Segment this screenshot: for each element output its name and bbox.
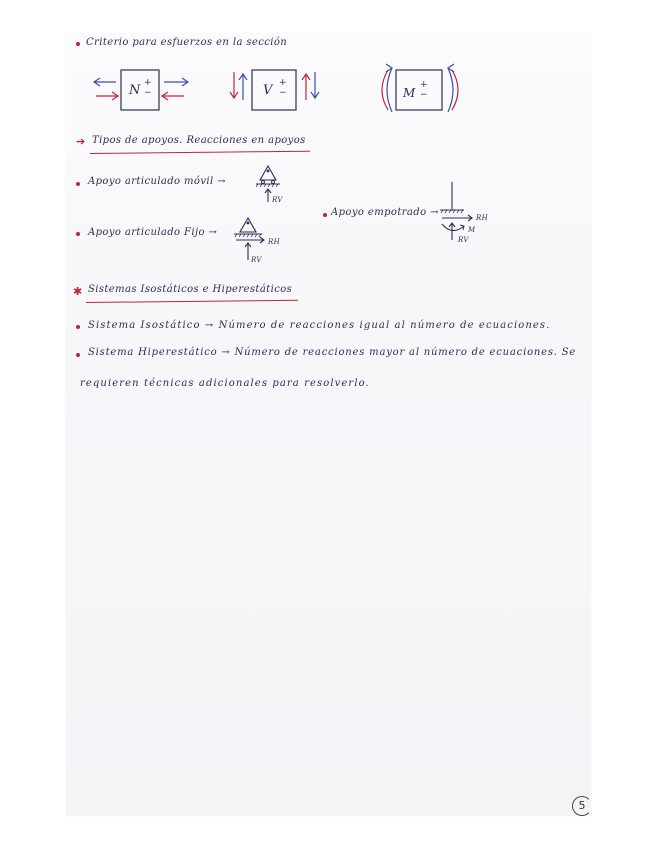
section-heading-sistemas: Sistemas Isostáticos e Hiperestáticos (88, 284, 293, 295)
empotrado-reaction-m: M (468, 226, 476, 234)
empotrado-reaction-rh: RH (476, 214, 489, 222)
shear-label: V (263, 83, 273, 98)
apoyo-movil-text: Apoyo articulado móvil → (88, 176, 226, 187)
isostatico-text: Sistema Isostático → Número de reacciones igual al número de ecuaciones. (88, 320, 551, 331)
shear-signs: + − (279, 78, 287, 98)
fixed-support-icon (432, 180, 492, 244)
movil-reaction-rv: RV (272, 196, 283, 204)
hiperestatico-line2: requieren técnicas adicionales para resolverlo. (80, 378, 370, 389)
hiperestatico-line1: Sistema Hiperestático → Número de reacciones mayor al número de ecuaciones. Se (88, 347, 577, 358)
bullet (323, 213, 327, 217)
star-marker: ✱ (73, 285, 83, 298)
axial-label: N (129, 83, 141, 98)
fijo-reaction-rh: RH (268, 238, 281, 246)
apoyo-empotrado-text: Apoyo empotrado → (331, 207, 439, 218)
bullet (76, 232, 80, 236)
page-number: 5 (572, 796, 592, 816)
bullet (76, 182, 80, 186)
fijo-reaction-rv: RV (251, 256, 262, 264)
notebook-page (66, 34, 591, 816)
bullet (76, 325, 80, 329)
arrow-marker: ➔ (76, 135, 86, 148)
criterio-text: Criterio para esfuerzos en la sección (86, 37, 288, 48)
section-heading-apoyos: Tipos de apoyos. Reacciones en apoyos (92, 135, 306, 146)
bullet (76, 353, 80, 357)
axial-signs: + − (144, 78, 152, 98)
moment-signs: + − (420, 80, 428, 100)
shear-force-figure (228, 64, 324, 116)
moment-label: M (403, 86, 416, 100)
axial-force-figure (92, 66, 192, 118)
bullet (76, 42, 80, 46)
empotrado-reaction-rv: RV (458, 236, 469, 244)
apoyo-fijo-text: Apoyo articulado Fijo → (88, 227, 218, 238)
